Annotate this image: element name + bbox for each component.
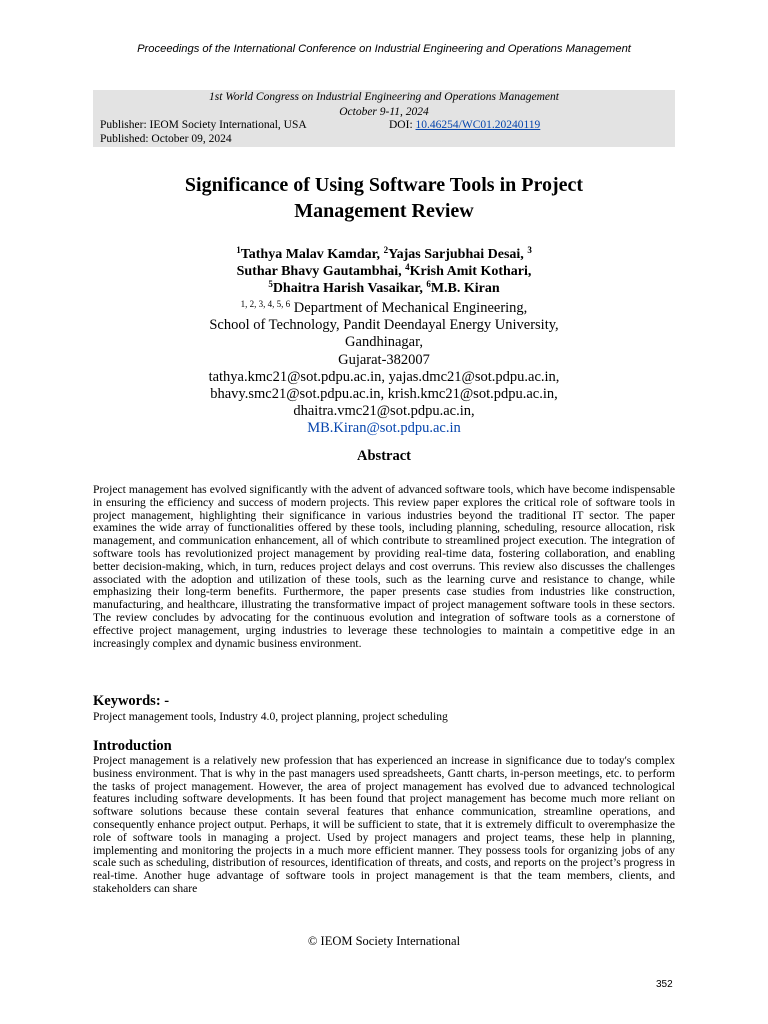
author-sup: 3 [527, 245, 532, 255]
introduction-heading: Introduction [93, 738, 172, 754]
paper-title [0, 172, 768, 224]
running-head: Proceedings of the International Conference on Industrial Engineering and Operations Management [137, 43, 631, 55]
published-date: Published: October 09, 2024 [100, 132, 232, 145]
doi-line [389, 119, 540, 133]
author-emails: bhavy.smc21@sot.pdpu.ac.in, krish.kmc21@sot.pdpu.ac.in, [210, 386, 558, 403]
publisher-line: Publisher: IEOM Society International, USA [100, 119, 307, 131]
affiliation-school: School of Technology, Pandit Deendayal Energy University, [209, 317, 559, 334]
author-name: Krish Amit Kothari, [409, 264, 532, 279]
introduction-text: Project management is a relatively new profession that has experienced an increase in significance due to today's complex business environment. That is why in the past managers used spreadsheets, Gantt charts, in-person meetings, etc. to perform the tasks of project management. However, the area of project management has evolved due to advanced technological features including software developments. It has been found that project management has become much more reliant on software solutions because these contain several features that enhance communication, streamline operations, and consequently enhance project output. Perhaps, it will be sufficient to state, that it is extremely difficult to overemphasize the role of software tools in managing a project. Used by project managers and project teams, these help in planning, implementing and monitoring the projects in a much more efficient manner. They possess tools for organizing jobs of any scale such as scheduling, distribution of resources, identification of threats, and costs, and reports on the project’s progress in real-time. Another huge advantage of software tools in project management is that the team members, clients, and stakeholders can share [93, 754, 675, 895]
doi-label: DOI: [389, 119, 416, 131]
affiliation-state: Gujarat-382007 [338, 351, 430, 368]
author-name: Dhaitra Harish Vasaikar, [272, 281, 427, 296]
page-number: 352 [656, 979, 673, 990]
author-name: Yajas Sarjubhai Desai, [388, 247, 528, 262]
author-list [0, 246, 768, 297]
author-name: Tathya Malav Kamdar, [240, 247, 384, 262]
author-line-2 [0, 263, 768, 280]
conference-name: 1st World Congress on Industrial Engineering and Operations Management [209, 91, 559, 103]
publication-info-box [93, 90, 675, 147]
affiliation-city: Gandhinagar, [345, 334, 423, 351]
author-emails: dhaitra.vmc21@sot.pdpu.ac.in, [293, 403, 475, 420]
corresponding-email-link[interactable]: MB.Kiran@sot.pdpu.ac.in [307, 420, 461, 437]
author-emails: tathya.kmc21@sot.pdpu.ac.in, yajas.dmc21@sot.pdpu.ac.in, [208, 368, 560, 385]
title-line-1: Significance of Using Software Tools in Project [184, 174, 584, 196]
author-sup: 4 [405, 262, 410, 272]
keywords-heading: Keywords: - [93, 693, 170, 709]
doi-link[interactable]: 10.46254/WC01.20240119 [415, 119, 541, 131]
author-sup: 2 [383, 245, 389, 255]
affiliation-department [0, 296, 768, 317]
affiliation-sup: 1, 2, 3, 4, 5, 6 [240, 299, 291, 309]
conference-dates: October 9-11, 2024 [339, 105, 429, 118]
footer-copyright: © IEOM Society International [307, 934, 461, 948]
title-line-2: Management Review [294, 200, 474, 222]
author-line-3 [0, 280, 768, 297]
author-name: M.B. Kiran [430, 281, 500, 296]
author-line-1 [0, 246, 768, 263]
keywords-text: Project management tools, Industry 4.0, project planning, project scheduling [93, 710, 448, 723]
author-name: Suthar Bhavy Gautambhai, [236, 264, 406, 279]
abstract-text: Project management has evolved significantly with the advent of advanced software tools, which have become indispensable in ensuring the efficiency and success of modern projects. This review paper explores the critical role of software tools in project management, highlighting their significance in various industries beyond the traditional IT sector. The paper examines the wide array of functionalities offered by these tools, including planning, scheduling, resource allocation, risk management, and communication enhancement, all of which contribute to streamlined project execution. The integration of software tools has revolutionized project management by providing real-time data, fostering collaboration, and enabling better decision-making, which, in turn, reduces project delays and cost overruns. This review also discusses the challenges associated with the adoption and utilization of these tools, such as the learning curve and resistance to change, while emphasizing their long-term benefits. Furthermore, the paper presents case studies from industries like construction, manufacturing, and healthcare, illustrating the transformative impact of project management software tools in these sectors. The review concludes by advocating for the continuous evolution and integration of software tools as a cornerstone of effective project management, urging industries to leverage these technologies to maintain a competitive edge in an increasingly complex and dynamic business environment. [93, 483, 675, 650]
author-sup: 5 [268, 279, 273, 289]
affiliation-block [0, 296, 768, 438]
department-text: Department of Mechanical Engineering, [290, 300, 528, 316]
author-sup: 1 [236, 245, 241, 255]
author-sup: 6 [426, 279, 431, 289]
abstract-heading: Abstract [357, 448, 411, 464]
